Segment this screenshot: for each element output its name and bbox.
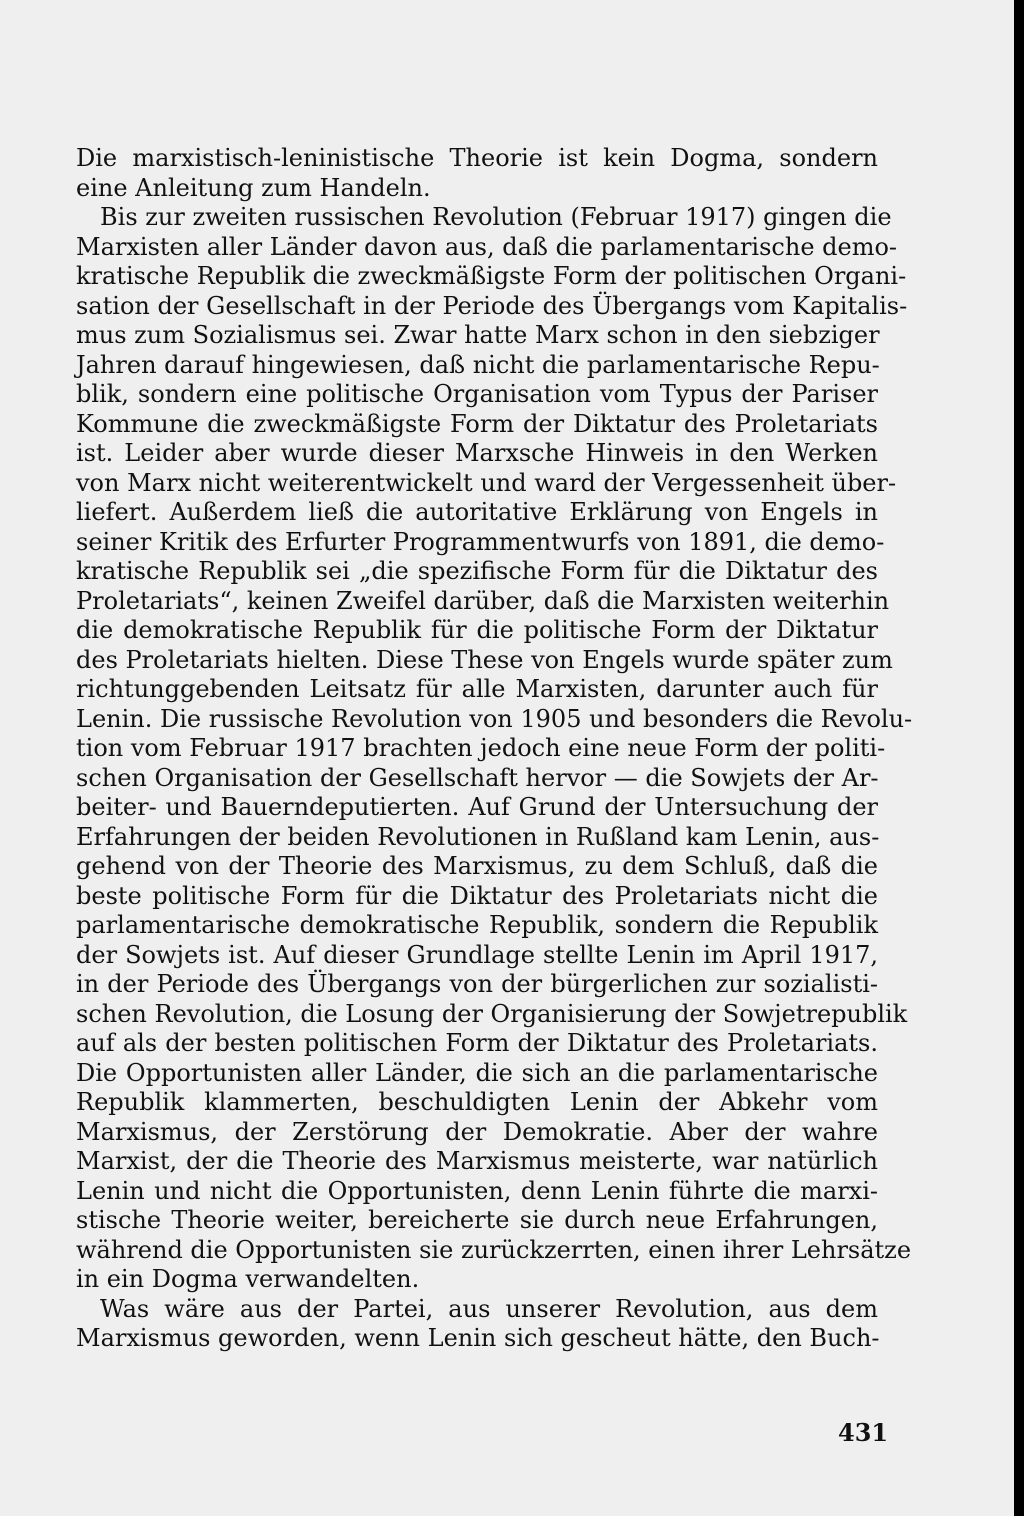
text-line: mus zum Sozialismus sei. Zwar hatte Marx schon in den siebziger [76,321,880,349]
text-line: kratische Republik sei „die spezifische Form für die Diktatur des [76,557,878,585]
paragraph-start-line: Was wäre aus der Partei, aus unserer Revolution, aus dem [100,1294,878,1323]
text-line: eine Anleitung zum Handeln. [76,173,431,202]
text-line: in der Periode des Übergangs von der bürgerlichen zur sozialisti- [76,970,878,998]
text-line: Die Opportunisten aller Länder, die sich an die parlamentarische [76,1058,878,1087]
text-line: richtunggebenden Leitsatz für alle Marxisten, darunter auch für [76,675,878,703]
text-line: Proletariats“, keinen Zweifel darüber, daß die Marxisten weiterhin [76,586,890,615]
text-line: von Marx nicht weiterentwickelt und ward der Vergessenheit über- [76,468,897,497]
text-line: Marxisten aller Länder davon aus, daß die parlamentarische demo- [76,232,898,261]
text-line: ist. Leider aber wurde dieser Marxsche Hinweis in den Werken [76,439,878,467]
text-line: Marxist, der die Theorie des Marxismus meisterte, war natürlich [76,1147,878,1175]
text-line: tion vom Februar 1917 brachten jedoch eine neue Form der politi- [76,734,886,762]
text-line: blik, sondern eine politische Organisation vom Typus der Pariser [76,380,878,408]
text-line: der Sowjets ist. Auf dieser Grundlage stellte Lenin im April 1917, [76,940,878,969]
text-line: Republik klammerten, beschuldigten Lenin der Abkehr vom [76,1088,878,1116]
text-line: Lenin und nicht die Opportunisten, denn Lenin führte die marxi- [76,1176,878,1205]
text-line: Lenin. Die russische Revolution von 1905 und besonders die Revolu- [76,704,913,733]
text-line: beiter- und Bauerndeputierten. Auf Grund der Untersuchung der [76,793,878,821]
text-line: seiner Kritik des Erfurter Programmentwurfs von 1891, die demo- [76,527,885,556]
text-line: während die Opportunisten sie zurückzerrten, einen ihrer Lehrsätze [76,1235,912,1264]
text-line: gehend von der Theorie des Marxismus, zu dem Schluß, daß die [76,852,878,880]
text-line: die demokratische Republik für die politische Form der Diktatur [76,616,878,644]
text-line: Marxismus geworden, wenn Lenin sich gescheut hätte, den Buch- [76,1324,880,1352]
text-line: sation der Gesellschaft in der Periode des Übergangs vom Kapitalis- [76,291,908,320]
text-line: Erfahrungen der beiden Revolutionen in Rußland kam Lenin, aus- [76,822,880,851]
text-line: liefert. Außerdem ließ die autoritative Erklärung von Engels in [76,498,878,526]
text-line: Marxismus, der Zerstörung der Demokratie. Aber der wahre [76,1117,878,1146]
text-line: parlamentarische demokratische Republik, sondern die Republik [76,911,878,939]
text-line: kratische Republik die zweckmäßigste Form der politischen Organi- [76,262,907,290]
text-line: stische Theorie weiter, bereicherte sie durch neue Erfahrungen, [76,1206,878,1234]
text-line: Kommune die zweckmäßigste Form der Diktatur des Proletariats [76,409,878,438]
text-line: des Proletariats hielten. Diese These von Engels wurde später zum [76,645,893,674]
text-line: schen Organisation der Gesellschaft hervor — die Sowjets der Ar- [76,763,879,792]
text-line: Jahren darauf hingewiesen, daß nicht die parlamentarische Repu- [76,350,880,379]
paragraph-start-line: Bis zur zweiten russischen Revolution (Februar 1917) gingen die [100,203,892,231]
page-number: 431 [838,1418,889,1447]
text-line: beste politische Form für die Diktatur des Proletariats nicht die [76,881,878,910]
text-line: Die marxistisch-leninistische Theorie ist kein Dogma, sondern [76,144,878,172]
body-text [76,144,913,1354]
text-line: in ein Dogma verwandelten. [76,1265,420,1293]
text-line: schen Revolution, die Losung der Organisierung der Sowjetrepublik [76,999,908,1028]
text-line: auf als der besten politischen Form der Diktatur des Proletariats. [76,1029,878,1057]
